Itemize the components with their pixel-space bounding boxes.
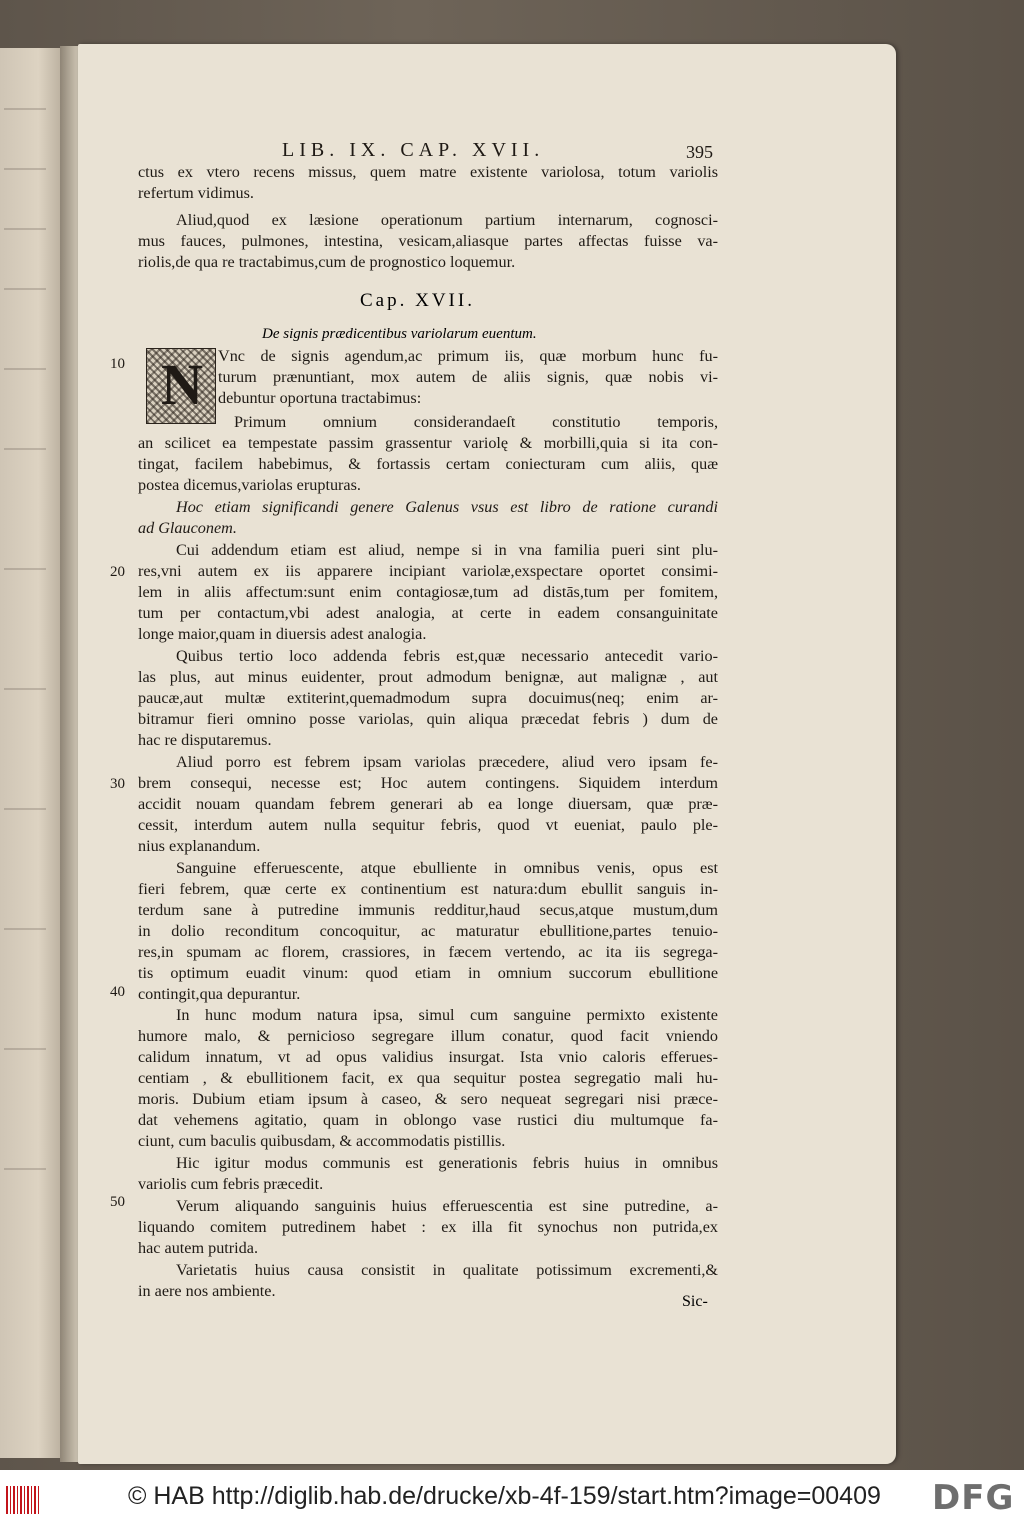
- text-line: humore malo, & pernicioso segregare illum conatur, quod facit vniendo: [138, 1027, 718, 1045]
- text-line: Cui addendum etiam est aliud, nempe si in vna familia pueri sint plu-: [176, 541, 718, 559]
- footer-bar: [0, 1470, 1024, 1526]
- text-line: contingit,qua depurantur.: [138, 985, 301, 1003]
- text-line: hac re disputaremus.: [138, 731, 272, 749]
- text-line: ciunt, cum baculis quibusdam, & accommodatis pistillis.: [138, 1132, 506, 1150]
- text-line: bitramur fieri omnino posse variolas, quin aliqua præcedat febris ) dum de: [138, 710, 718, 728]
- text-line: riolis,de qua re tractabimus,cum de prognostico loquemur.: [138, 253, 516, 271]
- chapter-title: Cap. XVII.: [360, 290, 475, 311]
- running-head: LIB. IX. CAP. XVII.: [282, 139, 545, 161]
- barcode-icon: [6, 1486, 40, 1514]
- text-line: variolis cum febris præcedit.: [138, 1175, 324, 1193]
- line-number-margin: 20: [110, 564, 125, 580]
- text-line: Hic igitur modus communis est generationis febris huius in omnibus: [176, 1154, 718, 1172]
- dfg-logo: DFG: [932, 1478, 1015, 1518]
- text-line: tum per contactum,vbi adest analogia, at certe in eadem consanguinitate: [138, 604, 718, 622]
- text-line: Varietatis huius causa consistit in qualitate potissimum excrementi,&: [176, 1261, 718, 1279]
- text-line: nius explanandum.: [138, 837, 261, 855]
- text-line: Vnc de signis agendum,ac primum iis, quæ morbum hunc fu-: [218, 347, 718, 365]
- text-line: postea dicemus,variolas erupturas.: [138, 476, 361, 494]
- text-line: an scilicet ea tempestate passim grassentur variolę & morbilli,quia si ita con-: [138, 434, 718, 452]
- text-line: Quibus tertio loco addenda febris est,quæ necessario antecedit vario-: [176, 647, 718, 665]
- text-line: Aliud,quod ex læsione operationum partium internarum, cognosci-: [176, 211, 718, 229]
- text-line: Sanguine efferuescente, atque ebulliente in omnibus venis, opus est: [176, 859, 718, 877]
- footer-credit[interactable]: © HAB http://diglib.hab.de/drucke/xb-4f-159/start.htm?image=00409: [128, 1482, 881, 1510]
- text-line: mus fauces, pulmones, intestina, vesicam,aliasque partes affectas fuisse va-: [138, 232, 718, 250]
- text-line: brem consequi, necesse est; Hoc autem contingens. Siquidem interdum: [138, 774, 718, 792]
- page-number: 395: [686, 142, 713, 162]
- text-line: tis optimum euadit vinum: quod etiam in omnium succorum ebullitione: [138, 964, 718, 982]
- line-number-margin: 40: [110, 984, 125, 1000]
- text-line: res,vni autem ex iis apparere incipiant variolæ,exspectare oportet consimi-: [138, 562, 718, 580]
- text-line: ad Glauconem.: [138, 519, 237, 537]
- text-line: lem in aliis affectum:sunt enim contagiosæ,tum ad distās,tum per fomitem,: [138, 583, 718, 601]
- text-line: Verum aliquando sanguinis huius efferuescentia est sine putredine, a-: [176, 1197, 718, 1215]
- text-line: dat vehemens agitatio, quam in oblongo vase rustici diu multumque fa-: [138, 1111, 718, 1129]
- text-line: in dolio reconditum concoquitur, ac maturatur ebullitione,partes tenuio-: [138, 922, 718, 940]
- line-number-margin: 10: [110, 356, 125, 372]
- initial-letter: N: [161, 352, 203, 417]
- text-line: cessit, interdum autem nulla sequitur febris, quod vt eueniat, paulo ple-: [138, 816, 718, 834]
- text-line: calidum innatum, vt ad opus validius insurgat. Ista vnio caloris efferues-: [138, 1048, 718, 1066]
- text-line: longe maior,quam in diuersis adest analogia.: [138, 625, 427, 643]
- text-line: debuntur oportuna tractabimus:: [218, 389, 422, 407]
- line-number-margin: 30: [110, 776, 125, 792]
- chapter-subtitle: De signis prædicentibus variolarum euentum.: [262, 326, 537, 342]
- text-line: fieri febrem, quæ certe ex continentium est natura:dum ebullit sanguis in-: [138, 880, 718, 898]
- decorated-initial: [146, 348, 216, 424]
- facing-page-edge: [0, 48, 64, 1458]
- text-line: ctus ex vtero recens missus, quem matre existente variolosa, totum variolis: [138, 163, 718, 181]
- text-line: refertum vidimus.: [138, 184, 254, 202]
- text-line: Hoc etiam significandi genere Galenus vsus est libro de ratione curandi: [176, 498, 718, 516]
- text-line: paucæ,aut multæ extiterint,quemadmodum supra docuimus(neq; enim ar-: [138, 689, 718, 707]
- line-number-margin: 50: [110, 1194, 125, 1210]
- text-line: las plus, aut minus euidenter, prout admodum benignæ, aut malignæ , aut: [138, 668, 718, 686]
- text-line: in aere nos ambiente.: [138, 1282, 276, 1300]
- text-line: centiam , & ebullitionem facit, ex qua sequitur postea segregatio mali hu-: [138, 1069, 718, 1087]
- text-line: accidit nouam quandam febrem generari ab ea longe diuersam, quæ præ-: [138, 795, 718, 813]
- text-line: Aliud porro est febrem ipsam variolas præcedere, aliud vero ipsam fe-: [176, 753, 718, 771]
- text-line: res,in spumam ac florem, crassiores, in fæcem vertendo, ac ita iis segrega-: [138, 943, 718, 961]
- text-line: turum prænuntiant, mox autem de aliis signis, quæ nobis vi-: [218, 368, 718, 386]
- text-line: tingat, facilem habebimus, & fortassis certam coniecturam cum aliis, quæ: [138, 455, 718, 473]
- text-line: moris. Dubium etiam ipsum à caseo, & sero nequeat segregari nisi præce-: [138, 1090, 718, 1108]
- text-line: liquando comitem putredinem habet : ex illa fit synochus non putrida,ex: [138, 1218, 718, 1236]
- text-line: terdum sane à putredine immunis redditur,haud secus,atque mustum,dum: [138, 901, 718, 919]
- text-line: hac autem putrida.: [138, 1239, 259, 1257]
- catchword: Sic-: [682, 1293, 708, 1310]
- text-line: In hunc modum natura ipsa, simul cum sanguine permixto existente: [176, 1006, 718, 1024]
- text-line: Primum omnium considerandaeſt constitutio temporis,: [234, 413, 718, 431]
